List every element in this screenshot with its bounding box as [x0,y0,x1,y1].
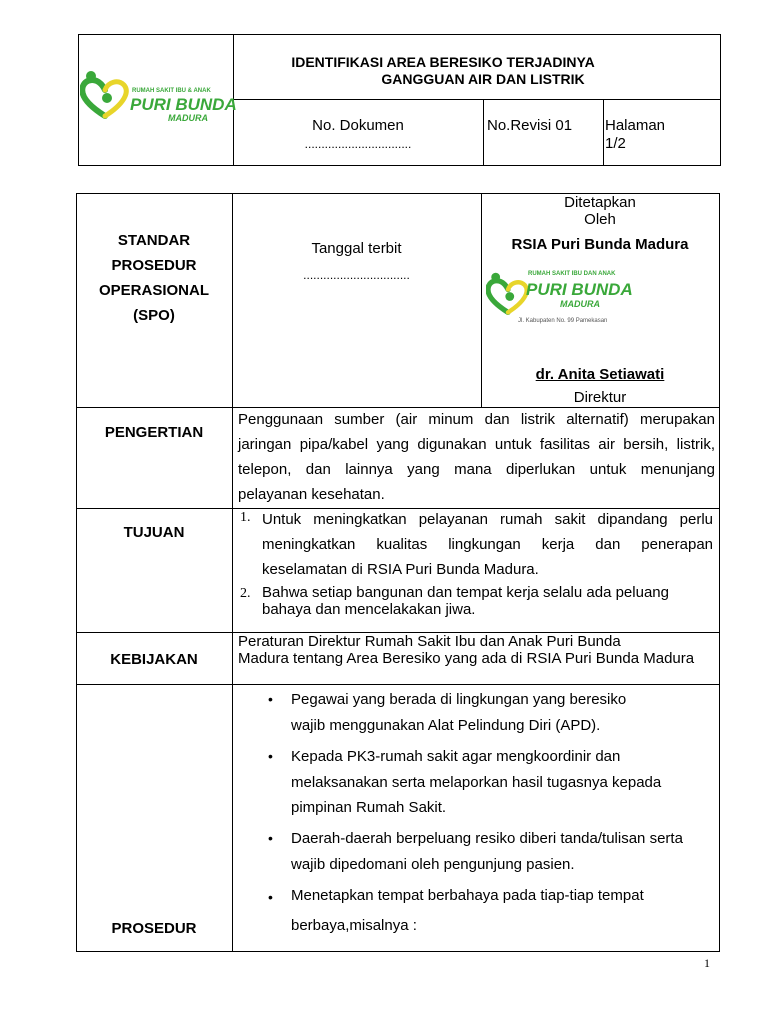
spo-title [76,228,232,328]
header-border-rev [603,99,604,166]
stamp-small-text: RUMAH SAKIT IBU DAN ANAK [528,271,616,277]
header-border-top [78,34,721,35]
tujuan-num-1: 1. [240,510,251,525]
header-border-mid [233,99,721,100]
doc-title-line1: IDENTIFIKASI AREA BERESIKO TERJADINYA [291,54,595,70]
signer-name: dr. Anita Setiawati [535,366,665,383]
prosedur-bullet-3: • [268,830,273,846]
pengertian-line3: telepon, dan lainnya yang mana diperlukan untuk menunjang [238,461,715,478]
stamp-heart-icon [486,270,530,316]
stamp-address: Jl. Kabupaten No. 99 Pamekasan [518,318,608,324]
page-value: 1/2 [605,135,626,152]
pengertian-line1: Penggunaan sumber (air minum dan listrik alternatif) merupakan [238,411,715,428]
spo-title-line1: STANDAR [117,232,191,249]
tujuan-item-2-line1: Bahwa setiap bangunan dan tempat kerja selalu ada peluang [262,584,669,601]
kebijakan-line2: Madura tentang Area Beresiko yang ada di RSIA Puri Bunda Madura [238,650,695,667]
prosedur-item-1-line2: wajib menggunakan Alat Pelindung Diri (APD). [291,717,601,734]
tujuan-item-1-line3: keselamatan di RSIA Puri Bunda Madura. [262,561,539,578]
doc-number-dots: ................................ [304,137,412,151]
prosedur-label: PROSEDUR [111,920,197,937]
prosedur-item-2-line3: pimpinan Rumah Sakit. [291,799,447,816]
prosedur-item-2-line2: melaksanakan serta melaporkan hasil tugasnya kepada [291,773,662,791]
revision-number: No.Revisi 01 [487,117,573,134]
prosedur-item-3-line1: Daerah-daerah berpeluang resiko diberi tanda/tulisan serta [291,830,683,847]
heart-logo-icon [80,68,130,120]
set-by-line2: Oleh [584,211,616,228]
main-border-label-col [232,193,233,952]
spo-title-line2: PROSEDUR [111,257,197,274]
header-border-right [720,34,721,166]
hospital-logo [80,68,237,128]
prosedur-item-2 [291,744,661,821]
tujuan-item-1 [262,507,713,582]
main-border-right [719,193,720,952]
prosedur-item-2-line1: Kepada PK3-rumah sakit agar mengkoordinir dan [291,748,621,765]
kebijakan-text [238,633,717,667]
stamp-main-text: PURI BUNDA [526,280,633,299]
set-by-line1: Ditetapkan [564,194,636,211]
pengertian-line2: jaringan pipa/kabel yang digunakan untuk fasilitas air bersih, listrik, [238,436,715,453]
spo-title-line4: (SPO) [133,307,175,324]
institution-name: RSIA Puri Bunda Madura [511,236,689,253]
pengertian-label: PENGERTIAN [104,424,204,441]
prosedur-item-1-line1: Pegawai yang berada di lingkungan yang beresiko [291,691,627,708]
tujuan-label: TUJUAN [123,524,185,541]
doc-number-label: No. Dokumen [312,117,404,134]
page-label: Halaman [605,117,666,134]
tujuan-item-2-line2: bahaya dan mencelakakan jiwa. [262,601,476,618]
issue-date-label: Tanggal terbit [311,240,402,257]
official-stamp [486,262,646,332]
page-number: 1 [704,956,710,970]
prosedur-bullet-4: • [268,889,273,905]
prosedur-item-3-line2: wajib dipedomani oleh pengunjung pasien. [291,856,575,873]
header-border-bottom [78,165,721,166]
tujuan-item-1-line1: Untuk meningkatkan pelayanan rumah sakit dipandang perlu [262,511,713,528]
logo-main-text: PURI BUNDA [130,95,237,114]
logo-sub-text: MADURA [168,113,208,123]
tujuan-item-2 [262,584,713,618]
logo-small-text: RUMAH SAKIT IBU & ANAK [132,88,211,94]
main-border-row4 [76,684,720,685]
prosedur-item-4-line1: Menetapkan tempat berbahaya pada tiap-tiap tempat [291,887,644,904]
prosedur-bullet-1: • [268,691,273,707]
doc-title-line2: GANGGUAN AIR DAN LISTRIK [381,71,585,87]
issue-date-dots: ................................ [303,268,410,282]
signer-role: Direktur [573,389,627,406]
pengertian-text [238,407,715,507]
tujuan-item-1-line2: meningkatkan kualitas lingkungan kerja dan penerapan [262,536,713,553]
prosedur-item-4 [291,885,644,937]
prosedur-bullet-2: • [268,748,273,764]
prosedur-item-4-line2: berbaya,misalnya : [291,917,417,934]
prosedur-item-3 [291,826,683,878]
header-border-left [78,34,79,166]
stamp-sub-text: MADURA [560,299,600,309]
kebijakan-label: KEBIJAKAN [110,651,198,668]
kebijakan-line1: Peraturan Direktur Rumah Sakit Ibu dan Anak Puri Bunda [238,633,621,650]
spo-title-line3: OPERASIONAL [98,282,209,299]
pengertian-line4: pelayanan kesehatan. [238,486,385,503]
header-border-doc [483,99,484,166]
main-border-bottom [76,951,720,952]
prosedur-item-1 [291,687,626,739]
tujuan-num-2: 2. [240,586,251,601]
